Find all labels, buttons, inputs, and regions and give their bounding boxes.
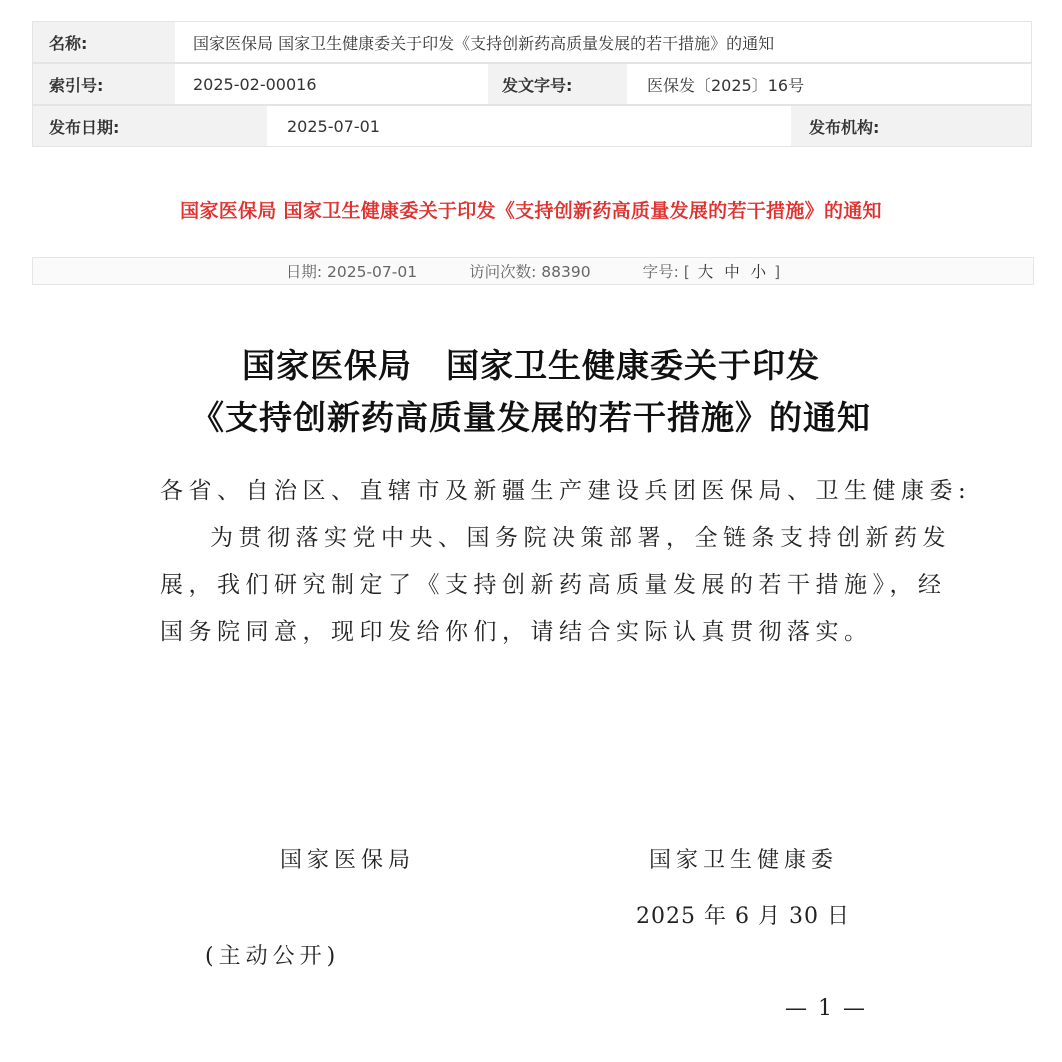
visits-info <box>469 260 590 282</box>
issuer-label <box>791 106 1031 146</box>
paragraph-line-1: 为贯彻落实党中央、国务院决策部署，全链条支持创新药发 <box>210 525 951 551</box>
meta-row-pubdate <box>33 106 1031 146</box>
paragraph-line-2: 展，我们研究制定了《支持创新药高质量发展的若干措施》，经 <box>160 572 947 598</box>
font-size-medium-button[interactable]: 中 <box>724 263 740 281</box>
date-label: 日期: <box>285 263 323 281</box>
docno-label: 发文字号: <box>488 64 627 104</box>
bracket-open: [ <box>683 263 690 281</box>
visits-value: 88390 <box>541 263 591 281</box>
article-info-bar <box>32 257 1034 285</box>
font-size-small-button[interactable]: 小 <box>750 263 767 281</box>
sign-date: 2025 年 6 月 30 日 <box>636 904 850 929</box>
pubdate-value: 2025-07-01 <box>267 106 791 146</box>
page-number: — 1 — <box>785 996 867 1021</box>
disclosure-note: (主动公开) <box>205 944 341 969</box>
bracket-close: ] <box>774 263 781 281</box>
pubdate-label: 发布日期: <box>33 106 267 146</box>
signer-nhsa: 国家医保局 <box>280 848 416 873</box>
signer-nhc: 国家卫生健康委 <box>649 848 839 873</box>
visits-label: 访问次数: <box>469 263 537 281</box>
font-size-large-button[interactable]: 大 <box>697 263 714 281</box>
issuer-label-text: 发布机构: <box>809 117 880 137</box>
date-value: 2025-07-01 <box>327 263 418 281</box>
index-label: 索引号: <box>33 64 175 104</box>
date-info <box>286 260 417 282</box>
metadata-table <box>32 21 1032 147</box>
font-size-selector <box>643 260 781 282</box>
document-title-line-1: 国家医保局 国家卫生健康委关于印发 <box>242 346 820 385</box>
document-title-line-2: 《支持创新药高质量发展的若干措施》的通知 <box>191 398 871 437</box>
font-size-label: 字号: <box>642 263 679 281</box>
meta-row-index <box>33 64 1031 104</box>
name-label: 名称: <box>33 22 175 62</box>
headline-red: 国家医保局 国家卫生健康委关于印发《支持创新药高质量发展的若干措施》的通知 <box>180 200 882 222</box>
index-value: 2025-02-00016 <box>175 64 488 104</box>
paragraph-line-3: 国务院同意，现印发给你们，请结合实际认真贯彻落实。 <box>160 619 873 645</box>
docno-value: 医保发〔2025〕16号 <box>627 64 1031 104</box>
meta-row-name <box>33 22 1031 62</box>
name-value: 国家医保局 国家卫生健康委关于印发《支持创新药高质量发展的若干措施》的通知 <box>175 22 1031 62</box>
salutation: 各省、自治区、直辖市及新疆生产建设兵团医保局、卫生健康委: <box>160 478 972 504</box>
